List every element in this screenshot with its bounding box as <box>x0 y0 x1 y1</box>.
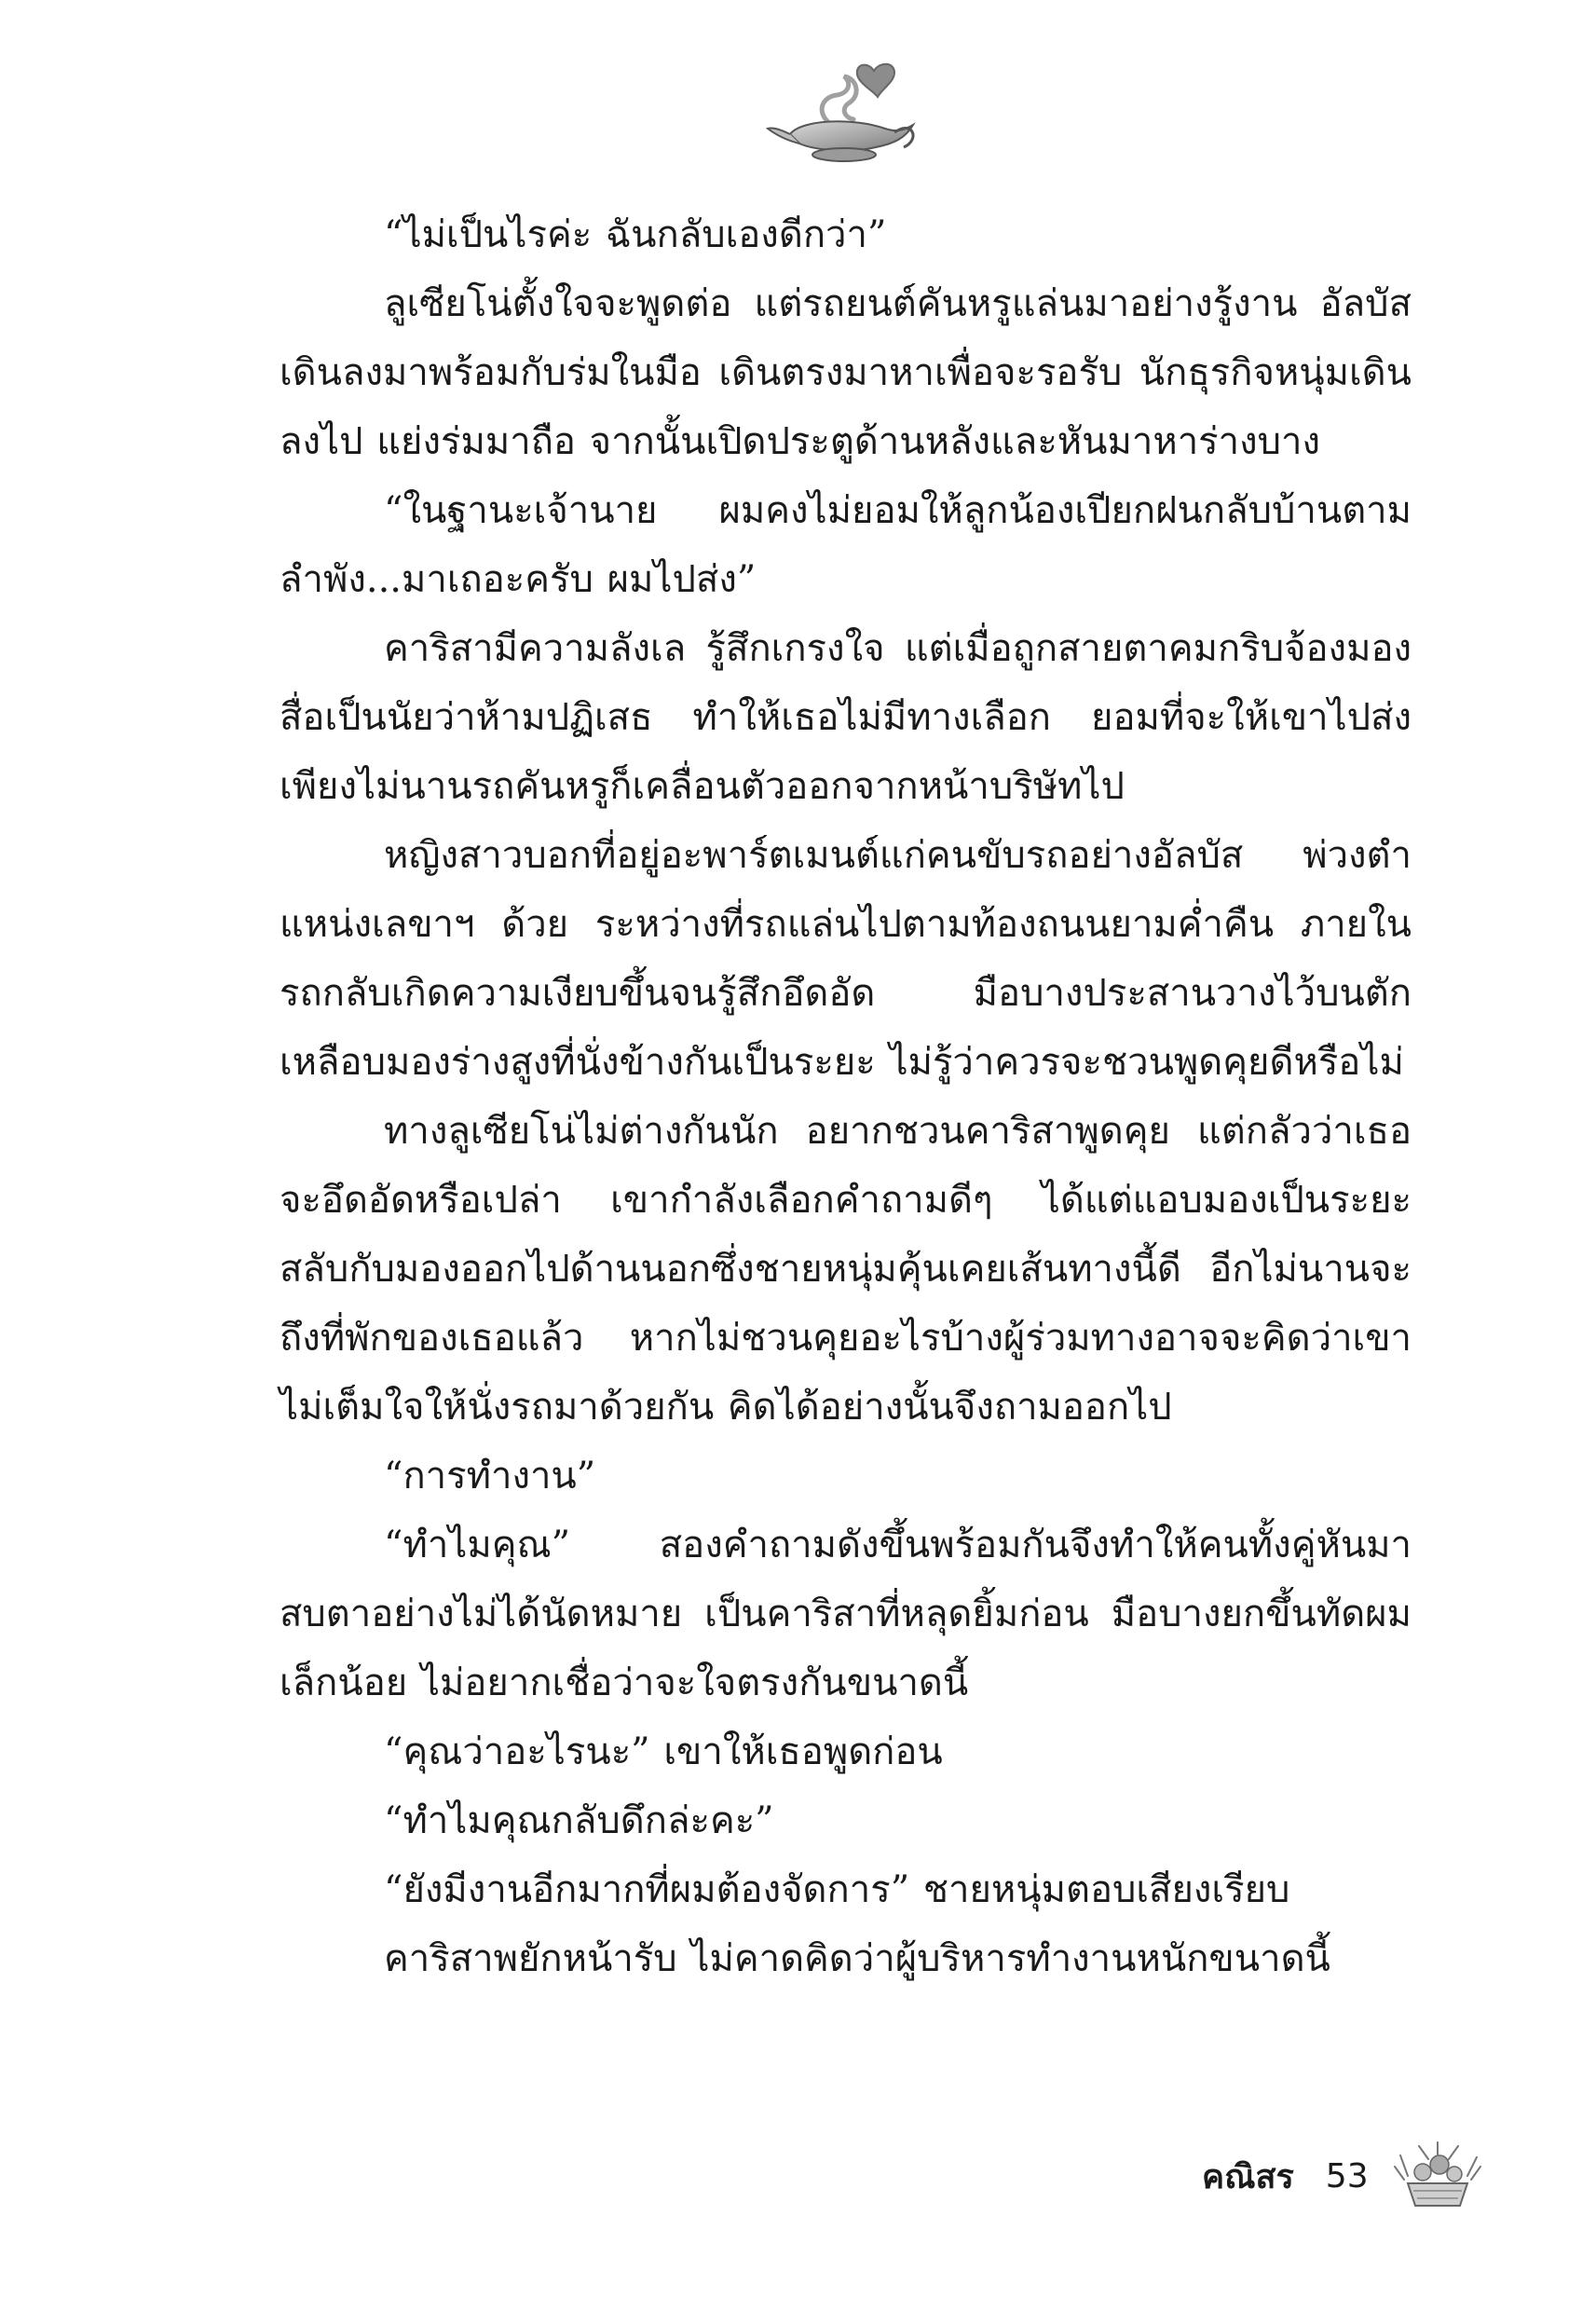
paragraph: หญิงสาวบอกที่อยู่อะพาร์ตเมนต์แก่คนขับรถอย่างอัลบัส พ่วงตำแหน่งเลขาฯ ด้วย ระหว่างที่รถแล่นไปตามท้องถนนยามค่ำคืน ภายในรถกลับเกิดความเงียบขึ้นจนรู้สึกอึดอัด มือบางประสานวางไว้บนตัก เหลือบมองร่างสูงที่นั่งข้างกันเป็นระยะ ไม่รู้ว่าควรจะชวนพูดคุยดีหรือไม่ <box>280 834 1412 1084</box>
paragraph: “ทำไมคุณกลับดึกล่ะคะ” <box>384 1799 774 1842</box>
paragraph: “ยังมีงานอีกมากที่ผมต้องจัดการ” ชายหนุ่มตอบเสียงเรียบ <box>384 1868 1290 1911</box>
page-footer <box>1202 2148 1484 2204</box>
body-text <box>280 200 1412 1993</box>
paragraph: “ในฐานะเจ้านาย ผมคงไม่ยอมให้ลูกน้องเปียกฝนกลับบ้านตามลำพัง...มาเถอะครับ ผมไปส่ง” <box>280 489 1412 601</box>
paragraph: ทางลูเซียโน่ไม่ต่างกันนัก อยากชวนคาริสาพูดคุย แต่กลัวว่าเธอจะอึดอัดหรือเปล่า เขากำลังเลือกคำถามดีๆ ได้แต่แอบมองเป็นระยะ สลับกับมองออกไปด้านนอกซึ่งชายหนุ่มคุ้นเคยเส้นทางนี้ดี อีกไม่นานจะถึงที่พักของเธอแล้ว หากไม่ชวนคุยอะไรบ้างผู้ร่วมทางอาจจะคิดว่าเขาไม่เต็มใจให้นั่งรถมาด้วยกัน คิดได้อย่างนั้นจึงถามออกไป <box>280 1110 1412 1429</box>
genie-lamp-icon <box>764 54 922 166</box>
page-number: 53 <box>1325 2156 1369 2195</box>
book-title: คณิสร <box>1202 2157 1294 2196</box>
flower-basket-icon <box>1391 2139 1484 2213</box>
paragraph: “การทำงาน” <box>384 1455 596 1497</box>
paragraph: คาริสาพยักหน้ารับ ไม่คาดคิดว่าผู้บริหารทำงานหนักขนาดนี้ <box>384 1937 1330 1980</box>
paragraph: “คุณว่าอะไรนะ” เขาให้เธอพูดก่อน <box>384 1730 943 1773</box>
paragraph: คาริสามีความลังเล รู้สึกเกรงใจ แต่เมื่อถูกสายตาคมกริบจ้องมองสื่อเป็นนัยว่าห้ามปฏิเสธ ทำให้เธอไม่มีทางเลือก ยอมที่จะให้เขาไปส่ง เพียงไม่นานรถคันหรูก็เคลื่อนตัวออกจากหน้าบริษัทไป <box>280 627 1412 808</box>
paragraph: ลูเซียโน่ตั้งใจจะพูดต่อ แต่รถยนต์คันหรูแล่นมาอย่างรู้งาน อัลบัสเดินลงมาพร้อมกับร่มในมือ เดินตรงมาหาเพื่อจะรอรับ นักธุรกิจหนุ่มเดินลงไป แย่งร่มมาถือ จากนั้นเปิดประตูด้านหลังและหันมาหาร่างบาง <box>280 282 1412 463</box>
paragraph: “ทำไมคุณ” สองคำถามดังขึ้นพร้อมกันจึงทำให้คนทั้งคู่หันมาสบตาอย่างไม่ได้นัดหมาย เป็นคาริสาที่หลุดยิ้มก่อน มือบางยกขึ้นทัดผมเล็กน้อย ไม่อยากเชื่อว่าจะใจตรงกันขนาดนี้ <box>280 1524 1412 1704</box>
paragraph: “ไม่เป็นไรค่ะ ฉันกลับเองดีกว่า” <box>384 213 887 256</box>
